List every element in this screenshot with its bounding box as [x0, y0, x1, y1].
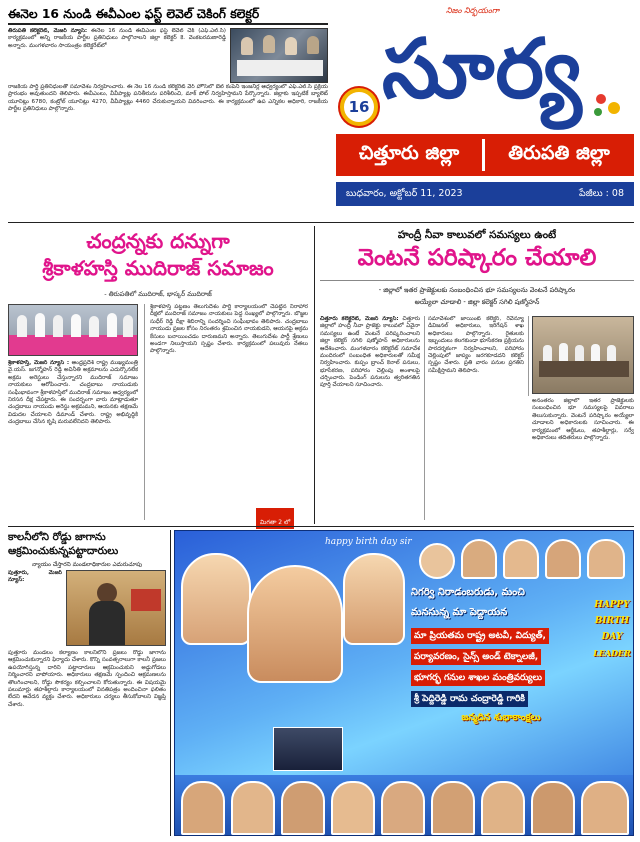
- issue-date: బుధవారం, అక్టోబర్ 11, 2023: [346, 187, 463, 199]
- masthead-title: సూర్య: [382, 22, 583, 117]
- ad-line4: పర్యావరణం, సైన్స్ అండ్ టెక్నాలజీ,: [411, 649, 541, 665]
- handri-dateline: చిత్తూరు కలెక్టరేట్, మేజర్ న్యూస్:: [320, 316, 399, 322]
- ad-line2: మనసున్న మా పెద్దాయన: [411, 607, 508, 618]
- handri-col2: సమావేశంలో జాయింట్ కలెక్టర్, రెవెన్యూ డివిజనల్ అధికారులు, ఇరిగేషన్ శాఖ అధికారులు పాల్గొన్నారు. రైతులకు ఇబ్బందులు కలగకుండా భూసేకరణ ప్రక్రియను పారదర్శకంగా నిర్వహించాలని, పరిహారం చెల్లింపులో జాప్యం జరగకూడదని కలెక్టర్ స్పష్టం చేశారు. ప్రతి వారం పనుల ప్రగతిని సమీక్షిస్తామని తెలిపారు.: [428, 316, 524, 374]
- handri-col1: చిత్తూరు జిల్లాలో హంద్రీ నీవా ప్రాజెక్టు కాలువలో ఏవైనా సమస్యలు ఉంటే వెంటనే పరిష్కరించాలని జిల్లా కలెక్టర్ సగిలి షణ్మోహన్ అధికారులను ఆదేశించారు. మంగళవారం కలెక్టరేట్ సమావేశ మందిరంలో సంబంధిత అధికారులతో సమీక్ష నిర్వహించారు. కుప్పం బ్రాంచ్ కెనాల్ పనులు, భూసేకరణ, పరిహారం చెల్లింపు అంశాలపై చర్చించారు. పెండింగ్ పనులను త్వరితగతిన పూర్తి చేయాలని సూచించారు.: [320, 316, 420, 389]
- road-body: పుత్తూరు మండలం కల్యాణం కాలనీలోని ప్రజలు రోడ్డు జాగాను ఆక్రమించుకున్నారని ఫిర్యాదు చేశారు. కొన్ని సంవత్సరాలుగా కాలనీ ప్రజలు ఉపయోగిస్తున్న దారిని పట్టాదారులు ఆక్రమించుకుని అడ్డుగోడలు నిర్మించారని వాపోయారు. అధికారులు తక్షణమే స్పందించి ఆక్రమణలను తొలగించాలని, రోడ్డు సౌకర్యం కల్పించాలని కోరుతున్నారు. ఈ విషయమై పలుమార్లు తహశీల్దారు కార్యాలయంలో వినతిపత్రం అందించినా ఫలితం లేదని ఆవేదన వ్యక్తం చేశారు. అధికారులు చర్యలు తీసుకోవాలని విజ్ఞప్తి చేశారు.: [8, 650, 166, 708]
- mudiraj-col1: ఆంధ్రప్రదేశ్ రాష్ట్ర ముఖ్యమంత్రి వై.యస్. జగన్మోహన్ రెడ్డి అవినీతి అక్రమాలను ఎదుర్కొనలేక అక్రమ అరెస్టులు చేస్తున్నారని ముదిరాజ్ సమాజం నాయకులు ఆరోపించారు. చంద్రబాబు నాయుడుకు సంఘీభావంగా శ్రీకాళహస్తిలో ముదిరాజ్ సమాజం ఆధ్వర్యంలో నిరసన దీక్ష చేపట్టారు. ఈ సందర్భంగా వారు మాట్లాడుతూ చంద్రబాబు నాయుడు అరెస్టు అక్రమమని, ఆయనకు తక్షణమే విడుదల చేయాలని డిమాండ్ చేశారు. రాష్ట్ర అభివృద్ధికి చంద్రబాబు చేసిన కృషి మరువలేనిదని తెలిపారు.: [8, 360, 138, 425]
- evm-body-part1: ఈనెల 16 నుండి ఈవీఎంల ఫస్ట్ లెవెల్ చెక్ (ఎఫ్.ఎల్.సి) కార్యక్రమంలో అన్ని రాజకీయ పార్టీల ప్రతినిధులు పాల్గొనాలని జిల్లా కలెక్టర్ కె. వెంకటరమణారెడ్డి అన్నారు. మంగళవారం సాయంత్రం కలెక్టరేట్‌లో: [8, 28, 226, 49]
- ad-bottom-portraits: [175, 775, 634, 836]
- mudiraj-headline-line2: శ్రీకాళహస్తి ముదిరాజ్ సమాజం: [42, 256, 274, 280]
- ad-portrait-center: [247, 565, 343, 683]
- ad-stage-photo: [273, 727, 343, 771]
- district-left: చిత్తూరు జిల్లా: [358, 141, 460, 164]
- district-right: తిరుపతి జిల్లా: [508, 141, 610, 164]
- road-dateline: పుత్తూరు, మేజర్ న్యూస్:: [8, 570, 62, 584]
- ad-script-title: happy birth day sir: [325, 537, 412, 547]
- ad-badge-4: LEADER: [593, 648, 631, 658]
- date-bar: [336, 182, 634, 206]
- ad-message: [411, 583, 591, 769]
- ad-badge: [593, 597, 631, 717]
- evm-body-part2: రాజకీయ పార్టీ ప్రతినిధులతో సమావేశం నిర్వహించారు. ఈ నెల 16 నుండి కలెక్టరేట్ వేర్ హౌస్‌లో బెల్ కంపెనీ ఇంజనీర్ల ఆధ్వర్యంలో ఎఫ్.ఎల్.సి ప్రక్రియ ప్రారంభం అవుతుందని తెలిపారు. ఈవీఎంలు, వీవీప్యాట్ల పనితీరును పరిశీలించి, మాక్ పోల్ నిర్వహిస్తామని పేర్కొన్నారు. జిల్లాకు ఇప్పటికే బ్యాలెట్ యూనిట్లు 6780, కంట్రోల్ యూనిట్లు 4270, వీవీప్యాట్లు 4460 చేరుకున్నాయని వివరించారు. ఈ కార్యక్రమంలో ఉప ఎన్నికల అధికారి, రాజకీయ పార్టీల ప్రతినిధులు పాల్గొన్నారు.: [8, 84, 328, 113]
- road-headline-line2: ఆక్రమించుకున్నపట్టాదారులు: [8, 545, 119, 557]
- edition-badge: [340, 88, 378, 126]
- masthead: [336, 6, 634, 218]
- district-bar: [336, 134, 634, 176]
- mudiraj-photo: [8, 304, 138, 356]
- birthday-ad: [174, 530, 634, 836]
- handri-headline: వెంటనే పరిష్కారం చేయాలి: [357, 245, 597, 271]
- mudiraj-continued-label: మిగతా 2 లో: [260, 519, 291, 526]
- ad-top-portraits: [419, 537, 629, 581]
- ad-badge-3: DAY: [601, 632, 623, 642]
- masthead-tagline: నిజం నిర్భయంగా: [446, 6, 500, 15]
- road-headline-line1: కాలనీలోని రోడ్డు జాగాను: [8, 531, 106, 543]
- mudiraj-headline-line1: చంద్రన్నకు దన్నుగా: [86, 229, 230, 253]
- mudiraj-byline: - తిరుపతిలో ముదిరాజ్, భాస్కర్ ముదిరాజ్: [104, 290, 212, 298]
- ad-line5: భూగర్భ గనుల శాఖల మంత్రివర్యులు: [411, 670, 545, 686]
- road-photo: [66, 570, 166, 646]
- ad-line6: శ్రీ పెద్దిరెడ్డి రామ చంద్రారెడ్డి గారికి: [411, 691, 528, 707]
- handri-subhead-2: అయ్యేలా చూడాలి - జిల్లా కలెక్టర్ సగిలి షణ్మోహన్: [414, 298, 540, 306]
- handri-col3: అనంతరం జిల్లాలో ఇతర ప్రాజెక్టులకు సంబంధించిన భూ సమస్యలపై వివరాలు తెలుసుకున్నారు. వెంటనే పరిష్కారం అయ్యేలా చూడాలని అధికారులకు సూచించారు. ఈ కార్యక్రమంలో ఆర్డీఓలు, తహశీల్దార్లు, సర్వే అధికారులు తదితరులు పాల్గొన్నారు.: [532, 398, 634, 441]
- ad-portrait-right: [343, 553, 405, 645]
- ad-badge-1: HAPPY: [594, 600, 630, 610]
- edition-badge-number: 16: [348, 98, 370, 116]
- page-count: పేజీలు : 08: [578, 187, 624, 199]
- handri-subhead-1: - జిల్లాలో ఇతర ప్రాజెక్టులకు సంబంధించిన భూ సమస్యలను వెంటనే పరిష్కారం: [378, 286, 576, 294]
- road-subhead: న్యాయం చేస్తారని మండలాధికారుల ఎదురుచూపు: [31, 562, 143, 568]
- firework-decoration: [592, 90, 628, 120]
- handri-kicker: హంద్రీ నీవా కాలువలో సమస్యలు ఉంటే: [397, 229, 557, 241]
- ad-portrait-left: [181, 553, 251, 645]
- ad-badge-2: BIRTH: [594, 616, 630, 626]
- evm-photo: [230, 28, 328, 83]
- ad-line1: నిగర్వి నిరాడంబరుడు, మంచి: [411, 587, 525, 598]
- handri-photo: [532, 316, 634, 394]
- evm-headline: ఈనెల 16 నుండి ఈవీఎంల ఫస్ట్ లెవెల్ చెకింగ్ కలెక్టర్: [8, 7, 260, 21]
- mudiraj-col2: శ్రీకాళహస్తి పట్టణం తెలుగుదేశం పార్టీ కార్యాలయంలో చేపట్టిన నిరాహార దీక్షలో ముదిరాజ్ సమాజం నాయకులు పెద్ద సంఖ్యలో పాల్గొన్నారు. బొజ్జల సుధీర్ రెడ్డి దీక్షా శిబిరాన్ని సందర్శించి సంఘీభావం తెలిపారు. చంద్రబాబు నాయుడు ప్రజల కోసం నిరంతరం శ్రమించిన నాయకుడని, ఆయనపై అక్రమ కేసులు బనాయించడం దారుణమని అన్నారు. తెలుగుదేశం పార్టీ శ్రేణులు అండగా నిలుస్తాయని స్పష్టం చేశారు. కార్యక్రమంలో పలువురు నేతలు పాల్గొన్నారు.: [150, 304, 308, 355]
- evm-dateline: తిరుపతి కలెక్టరేట్, మేజర్ న్యూస్:: [8, 28, 88, 34]
- ad-line7: జన్మదిన శుభాకాంక్షలు: [461, 712, 541, 723]
- ad-line3: మా ప్రియతమ రాష్ట్ర అటవీ, విద్యుత్,: [411, 628, 549, 644]
- mudiraj-dateline: శ్రీకాళహస్తి, మేజర్ న్యూస్ :: [8, 360, 70, 366]
